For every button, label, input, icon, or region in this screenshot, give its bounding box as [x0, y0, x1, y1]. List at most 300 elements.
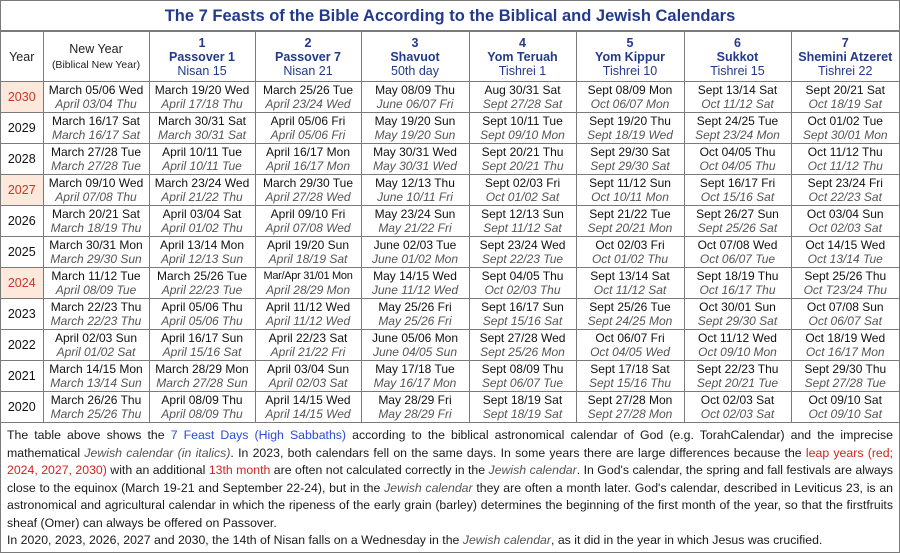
biblical-date: April 05/06 Fri — [270, 114, 346, 128]
jewish-date: Oct 04/05 Wed — [590, 345, 670, 359]
biblical-date: March 28/29 Mon — [155, 362, 249, 376]
biblical-date: April 10/11 Tue — [162, 145, 242, 159]
year-cell: 2027 — [1, 175, 43, 206]
jewish-date: April 22/23 Tue — [161, 283, 243, 297]
year-cell: 2023 — [1, 299, 43, 330]
date-cell — [791, 361, 899, 392]
biblical-date: April 02/03 Sun — [54, 331, 138, 345]
feast-header-7 — [791, 32, 899, 82]
jewish-date: Oct 01/02 Thu — [591, 252, 669, 266]
jewish-date: Sept 24/25 Mon — [587, 314, 673, 328]
biblical-date: Oct 18/19 Wed — [805, 331, 886, 345]
jewish-date: Sept 06/07 Tue — [481, 376, 564, 390]
jewish-date: Sept 25/26 Sat — [697, 221, 778, 235]
date-cell — [149, 237, 255, 268]
date-cell — [255, 144, 361, 175]
notes-text: Jewish calendar — [384, 480, 473, 495]
date-cell — [149, 299, 255, 330]
date-cell — [791, 237, 899, 268]
jewish-date: Oct 11/12 Sat — [701, 97, 774, 111]
table-row — [1, 299, 899, 330]
jewish-date: Sept 20/21 Thu — [481, 159, 564, 173]
header-row — [1, 32, 899, 82]
notes-text: , as it did in the year in which Jesus was crucified. — [550, 533, 823, 547]
biblical-date: April 05/06 Thu — [161, 300, 243, 314]
date-cell — [469, 299, 576, 330]
jewish-date: Sept 23/24 Mon — [695, 128, 780, 142]
date-cell — [791, 113, 899, 144]
biblical-date: Aug 30/31 Sat — [484, 83, 561, 97]
date-cell — [255, 206, 361, 237]
jewish-date: Oct 22/23 Sat — [808, 190, 882, 204]
jewish-date: Oct 02/03 Sat — [808, 221, 882, 235]
jewish-date: Oct 18/19 Sat — [808, 97, 882, 111]
biblical-date: Sept 13/14 Sat — [697, 83, 778, 97]
jewish-date: April 02/03 Sat — [268, 376, 348, 390]
page-title: The 7 Feasts of the Bible According to the Biblical and Jewish Calendars — [1, 1, 899, 31]
feasts-table — [1, 31, 899, 423]
date-cell — [149, 268, 255, 299]
date-cell — [576, 330, 684, 361]
jewish-date: May 16/17 Mon — [373, 376, 457, 390]
feast-num: 1 — [198, 35, 206, 50]
biblical-date: Oct 04/05 Thu — [699, 145, 776, 159]
table-row — [1, 175, 899, 206]
notes-text: are often not calculated correctly in the — [270, 463, 489, 477]
date-cell — [43, 237, 149, 268]
biblical-date: June 05/06 Mon — [371, 331, 459, 345]
biblical-date: Sept 22/23 Thu — [696, 362, 779, 376]
jewish-date: Sept 18/19 Sat — [482, 407, 563, 421]
biblical-date: Sept 20/21 Thu — [481, 145, 564, 159]
biblical-date: March 11/12 Tue — [51, 269, 141, 283]
feast-header-6 — [684, 32, 791, 82]
date-cell — [361, 330, 469, 361]
notes-text: leap years (red; 2024, 2027, 2030) — [7, 445, 894, 477]
notes-text: Jewish calendar — [462, 533, 551, 547]
biblical-date: April 03/04 Sat — [162, 207, 242, 221]
biblical-date: Sept 27/28 Mon — [587, 393, 673, 407]
biblical-date: Sept 18/19 Sat — [482, 393, 563, 407]
jewish-date: May 21/22 Fri — [378, 221, 452, 235]
biblical-date: May 30/31 Wed — [373, 145, 457, 159]
biblical-date: Sept 11/12 Sun — [589, 176, 671, 190]
biblical-date: March 19/20 Wed — [154, 83, 250, 97]
year-header: Year — [1, 32, 43, 82]
date-cell — [469, 206, 576, 237]
jewish-date: April 10/11 Tue — [162, 159, 242, 173]
biblical-date: March 16/17 Sat — [51, 114, 141, 128]
date-cell — [361, 392, 469, 423]
date-cell — [791, 268, 899, 299]
date-cell — [469, 361, 576, 392]
jewish-date: April 17/18 Thu — [161, 97, 243, 111]
notes-text: . In God's calendar, the spring and fall festivals are always close to the equinox (March 19-21 and September 22-24), but in the — [7, 463, 893, 495]
jewish-date: Oct 02/03 Thu — [484, 283, 561, 297]
date-cell — [684, 113, 791, 144]
date-cell — [684, 268, 791, 299]
biblical-date: Mar/Apr 31/01 Mon — [263, 270, 353, 282]
notes-text: according to the biblical astronomical calendar of God (e.g. TorahCalendar) and the imprecise mathematical — [7, 428, 893, 460]
date-cell — [149, 392, 255, 423]
date-cell — [576, 361, 684, 392]
feast-header-4 — [469, 32, 576, 82]
year-cell: 2029 — [1, 113, 43, 144]
biblical-date: May 23/24 Sun — [374, 207, 456, 221]
biblical-date: Sept 04/05 Thu — [481, 269, 564, 283]
feast-header-1 — [149, 32, 255, 82]
jewish-date: Oct 16/17 Mon — [805, 345, 885, 359]
jewish-date: Sept 22/23 Tue — [481, 252, 564, 266]
date-cell — [43, 392, 149, 423]
date-cell — [43, 82, 149, 113]
jewish-date: Sept 29/30 Sat — [590, 159, 670, 173]
jewish-date: Oct 01/02 Sat — [485, 190, 560, 204]
biblical-date: Oct 11/12 Thu — [807, 145, 883, 159]
notes-text: In 2020, 2023, 2026, 2027 and 2030, the 14th of Nisan falls on a Wednesday in the — [7, 533, 463, 547]
year-cell: 2026 — [1, 206, 43, 237]
feast-num: 4 — [519, 35, 526, 50]
biblical-date: Oct 14/15 Wed — [805, 238, 886, 252]
biblical-date: May 19/20 Sun — [374, 114, 456, 128]
biblical-date: Sept 17/18 Sat — [590, 362, 670, 376]
biblical-date: April 08/09 Thu — [161, 393, 243, 407]
jewish-date: May 28/29 Fri — [378, 407, 452, 421]
date-cell — [361, 268, 469, 299]
biblical-date: Oct 30/01 Sun — [699, 300, 776, 314]
jewish-date: April 08/09 Tue — [55, 283, 137, 297]
biblical-date: March 25/26 Tue — [262, 83, 354, 97]
biblical-date: April 09/10 Fri — [270, 207, 346, 221]
jewish-date: Oct 13/14 Tue — [807, 252, 883, 266]
biblical-date: Sept 16/17 Fri — [699, 176, 776, 190]
biblical-date: March 05/06 Wed — [48, 83, 144, 97]
jewish-date: March 27/28 Sun — [156, 376, 248, 390]
jewish-date: March 18/19 Thu — [50, 221, 142, 235]
feast-header-2 — [255, 32, 361, 82]
biblical-date: Sept 12/13 Sun — [481, 207, 564, 221]
feast-name: Passover 7 — [274, 49, 342, 64]
feast-num: 7 — [841, 35, 849, 50]
table-row — [1, 144, 899, 175]
date-cell — [255, 82, 361, 113]
date-cell — [43, 268, 149, 299]
biblical-date: March 25/26 Tue — [156, 269, 248, 283]
jewish-date: April 01/02 Thu — [161, 221, 243, 235]
date-cell — [576, 299, 684, 330]
date-cell — [43, 330, 149, 361]
feast-date: Tishrei 10 — [602, 63, 658, 78]
feast-header-5 — [576, 32, 684, 82]
date-cell — [576, 82, 684, 113]
jewish-date: Sept 27/28 Tue — [804, 376, 886, 390]
jewish-date: May 30/31 Wed — [373, 159, 457, 173]
date-cell — [791, 144, 899, 175]
feast-date: Tishrei 1 — [498, 63, 547, 78]
jewish-date: March 29/30 Sun — [50, 252, 142, 266]
feast-num: 3 — [411, 35, 419, 50]
biblical-date: March 22/23 Thu — [50, 300, 142, 314]
jewish-date: Oct 09/10 Mon — [698, 345, 777, 359]
date-cell — [361, 299, 469, 330]
feast-header-3 — [361, 32, 469, 82]
biblical-date: April 16/17 Sun — [160, 331, 244, 345]
biblical-date: April 03/04 Sun — [266, 362, 350, 376]
feast-num: 2 — [304, 35, 312, 50]
date-cell — [469, 175, 576, 206]
jewish-date: March 27/28 Tue — [51, 159, 141, 173]
jewish-date: April 11/12 Wed — [265, 314, 351, 328]
date-cell — [576, 392, 684, 423]
biblical-date: March 23/24 Wed — [154, 176, 250, 190]
biblical-date: April 22/23 Sat — [268, 331, 348, 345]
year-cell: 2020 — [1, 392, 43, 423]
date-cell — [469, 330, 576, 361]
notes-section — [1, 423, 899, 550]
notes-text: Jewish calendar — [488, 463, 577, 477]
biblical-date: April 11/12 Wed — [265, 300, 351, 314]
biblical-date: May 25/26 Fri — [378, 300, 452, 314]
table-row — [1, 361, 899, 392]
jewish-date: March 22/23 Thu — [50, 314, 142, 328]
date-cell — [149, 175, 255, 206]
biblical-date: March 14/15 Mon — [49, 362, 143, 376]
biblical-date: Sept 16/17 Sun — [481, 300, 564, 314]
date-cell — [684, 330, 791, 361]
date-cell — [43, 361, 149, 392]
biblical-date: Sept 20/21 Sat — [805, 83, 885, 97]
biblical-date: March 29/30 Tue — [262, 176, 354, 190]
date-cell — [43, 144, 149, 175]
jewish-date: Sept 11/12 Sat — [483, 221, 562, 235]
biblical-date: Sept 25/26 Thu — [804, 269, 887, 283]
jewish-date: March 25/26 Thu — [50, 407, 142, 421]
biblical-date: April 16/17 Mon — [265, 145, 351, 159]
jewish-date: April 12/13 Sun — [160, 252, 244, 266]
notes-text: . In 2023, both calendars fell on the same days. In some years there are large differences because the — [230, 445, 806, 460]
jewish-date: April 27/28 Wed — [265, 190, 351, 204]
date-cell — [361, 175, 469, 206]
date-cell — [255, 113, 361, 144]
date-cell — [469, 82, 576, 113]
date-cell — [684, 82, 791, 113]
jewish-date: June 01/02 Mon — [371, 252, 459, 266]
date-cell — [255, 330, 361, 361]
jewish-date: April 16/17 Mon — [265, 159, 351, 173]
date-cell — [791, 392, 899, 423]
feast-name: Yom Kippur — [595, 49, 665, 64]
jewish-date: April 18/19 Sat — [268, 252, 348, 266]
biblical-date: May 17/18 Tue — [375, 362, 455, 376]
jewish-date: Oct 06/07 Mon — [590, 97, 670, 111]
jewish-date: Oct 10/11 Mon — [591, 190, 669, 204]
biblical-date: Sept 26/27 Sun — [696, 207, 779, 221]
biblical-date: March 20/21 Sat — [51, 207, 141, 221]
biblical-date: April 14/15 Wed — [265, 393, 351, 407]
jewish-date: March 13/14 Sun — [50, 376, 142, 390]
biblical-date: Oct 03/04 Sun — [806, 207, 884, 221]
jewish-date: June 06/07 Fri — [376, 97, 454, 111]
date-cell — [469, 392, 576, 423]
date-cell — [576, 237, 684, 268]
date-cell — [791, 206, 899, 237]
biblical-date: Sept 23/24 Fri — [807, 176, 883, 190]
jewish-date: Sept 20/21 Tue — [696, 376, 779, 390]
jewish-date: June 10/11 Fri — [377, 190, 453, 204]
date-cell — [684, 175, 791, 206]
notes-text: 7 Feast Days (High Sabbaths) — [170, 428, 347, 442]
date-cell — [576, 144, 684, 175]
jewish-date: June 11/12 Wed — [371, 283, 459, 297]
jewish-date: Oct 04/05 Thu — [699, 159, 776, 173]
notes-paragraph-2 — [7, 532, 893, 550]
jewish-date: Oct 02/03 Sat — [700, 407, 775, 421]
table-row — [1, 392, 899, 423]
date-cell — [684, 392, 791, 423]
date-cell — [149, 330, 255, 361]
date-cell — [791, 299, 899, 330]
jewish-date: April 01/02 Sat — [56, 345, 136, 359]
date-cell — [43, 113, 149, 144]
jewish-date: Oct 06/07 Tue — [699, 252, 776, 266]
year-cell: 2025 — [1, 237, 43, 268]
jewish-date: April 21/22 Thu — [161, 190, 243, 204]
date-cell — [255, 361, 361, 392]
date-cell — [255, 392, 361, 423]
feast-date: Tishrei 15 — [710, 63, 765, 78]
table-row — [1, 206, 899, 237]
date-cell — [43, 299, 149, 330]
date-cell — [43, 206, 149, 237]
feast-date: Nisan 21 — [283, 63, 333, 78]
jewish-date: Oct 11/12 Thu — [807, 159, 883, 173]
jewish-date: Sept 30/01 Mon — [802, 128, 888, 142]
jewish-date: April 08/09 Thu — [161, 407, 243, 421]
biblical-date: Sept 02/03 Fri — [484, 176, 561, 190]
jewish-date: April 07/08 Thu — [55, 190, 137, 204]
jewish-date: April 14/15 Wed — [265, 407, 351, 421]
biblical-date: Oct 07/08 Wed — [697, 238, 778, 252]
notes-text: Jewish calendar (in italics) — [84, 445, 231, 460]
jewish-date: March 30/31 Sat — [157, 128, 247, 142]
date-cell — [791, 175, 899, 206]
jewish-date: April 07/08 Wed — [265, 221, 351, 235]
table-body — [1, 82, 899, 423]
biblical-date: May 14/15 Wed — [373, 269, 457, 283]
date-cell — [255, 299, 361, 330]
biblical-date: March 30/31 Mon — [49, 238, 143, 252]
jewish-date: Sept 15/16 Thu — [588, 376, 672, 390]
biblical-date: Sept 08/09 Mon — [587, 83, 673, 97]
date-cell — [684, 144, 791, 175]
jewish-date: Oct 11/12 Sat — [593, 283, 667, 297]
biblical-date: Oct 11/12 Wed — [698, 331, 777, 345]
jewish-date: April 03/04 Thu — [55, 97, 137, 111]
jewish-date: Sept 27/28 Sat — [482, 97, 563, 111]
year-cell: 2022 — [1, 330, 43, 361]
date-cell — [255, 268, 361, 299]
jewish-date: Sept 27/28 Mon — [587, 407, 673, 421]
jewish-date: April 15/16 Sat — [162, 345, 242, 359]
jewish-date: April 23/24 Wed — [265, 97, 351, 111]
jewish-date: Sept 15/16 Sat — [482, 314, 563, 328]
date-cell — [684, 299, 791, 330]
date-cell — [469, 237, 576, 268]
feast-num: 6 — [734, 35, 741, 50]
notes-text: The table above shows the — [7, 428, 171, 442]
biblical-date: Sept 29/30 Sat — [590, 145, 670, 159]
year-cell: 2021 — [1, 361, 43, 392]
table-row — [1, 268, 899, 299]
biblical-date: Sept 29/30 Thu — [804, 362, 887, 376]
year-cell: 2024 — [1, 268, 43, 299]
new-year-header: New Year (Biblical New Year) — [43, 32, 149, 82]
feast-date: Nisan 15 — [177, 63, 227, 78]
biblical-date: April 19/20 Sun — [266, 238, 350, 252]
date-cell — [791, 330, 899, 361]
date-cell — [576, 268, 684, 299]
date-cell — [255, 175, 361, 206]
biblical-date: Oct 09/10 Sat — [808, 393, 882, 407]
jewish-date: Sept 18/19 Wed — [587, 128, 673, 142]
date-cell — [361, 237, 469, 268]
year-cell: 2028 — [1, 144, 43, 175]
date-cell — [684, 237, 791, 268]
date-cell — [576, 175, 684, 206]
biblical-date: April 13/14 Mon — [159, 238, 245, 252]
biblical-date: Oct 01/02 Tue — [807, 114, 883, 128]
year-cell: 2030 — [1, 82, 43, 113]
jewish-date: April 28/29 Mon — [265, 283, 351, 297]
date-cell — [684, 206, 791, 237]
date-cell — [149, 361, 255, 392]
date-cell — [361, 144, 469, 175]
jewish-date: May 25/26 Fri — [378, 314, 452, 328]
biblical-date: Sept 08/09 Thu — [481, 362, 564, 376]
feast-name: Sukkot — [716, 49, 759, 64]
notes-text: they are often a month later. God's calendar, described in Leviticus 23, is an astronomical and agricultural calendar in which the ripeness of the early grain (barley) determines the beginning of the first month of the year, so that the firstfruits sheaf (Omer) can always be offered on Passover. — [7, 480, 893, 530]
jewish-date: Oct 16/17 Thu — [699, 283, 776, 297]
date-cell — [469, 113, 576, 144]
biblical-date: March 27/28 Tue — [50, 145, 142, 159]
biblical-date: Sept 24/25 Tue — [696, 114, 779, 128]
biblical-date: Sept 19/20 Thu — [589, 114, 671, 128]
table-row — [1, 113, 899, 144]
jewish-date: April 21/22 Fri — [270, 345, 346, 359]
date-cell — [149, 82, 255, 113]
jewish-date: Oct 15/16 Sat — [700, 190, 775, 204]
date-cell — [469, 144, 576, 175]
biblical-date: Oct 02/03 Sat — [700, 393, 775, 407]
jewish-date: June 04/05 Sun — [372, 345, 458, 359]
date-cell — [361, 361, 469, 392]
notes-text: 13th month — [208, 463, 271, 477]
biblical-date: Oct 06/07 Fri — [595, 331, 665, 345]
date-cell — [361, 113, 469, 144]
biblical-date: March 09/10 Wed — [48, 176, 144, 190]
jewish-date: Oct T23/24 Thu — [803, 283, 887, 297]
date-cell — [576, 206, 684, 237]
date-cell — [576, 113, 684, 144]
feast-date: Tishrei 22 — [818, 63, 873, 78]
biblical-date: Sept 27/28 Wed — [479, 331, 566, 345]
jewish-date: Sept 09/10 Mon — [480, 128, 565, 142]
table-row — [1, 82, 899, 113]
notes-text: with an additional — [106, 463, 209, 477]
date-cell — [791, 82, 899, 113]
jewish-date: April 05/06 Thu — [161, 314, 243, 328]
date-cell — [149, 206, 255, 237]
